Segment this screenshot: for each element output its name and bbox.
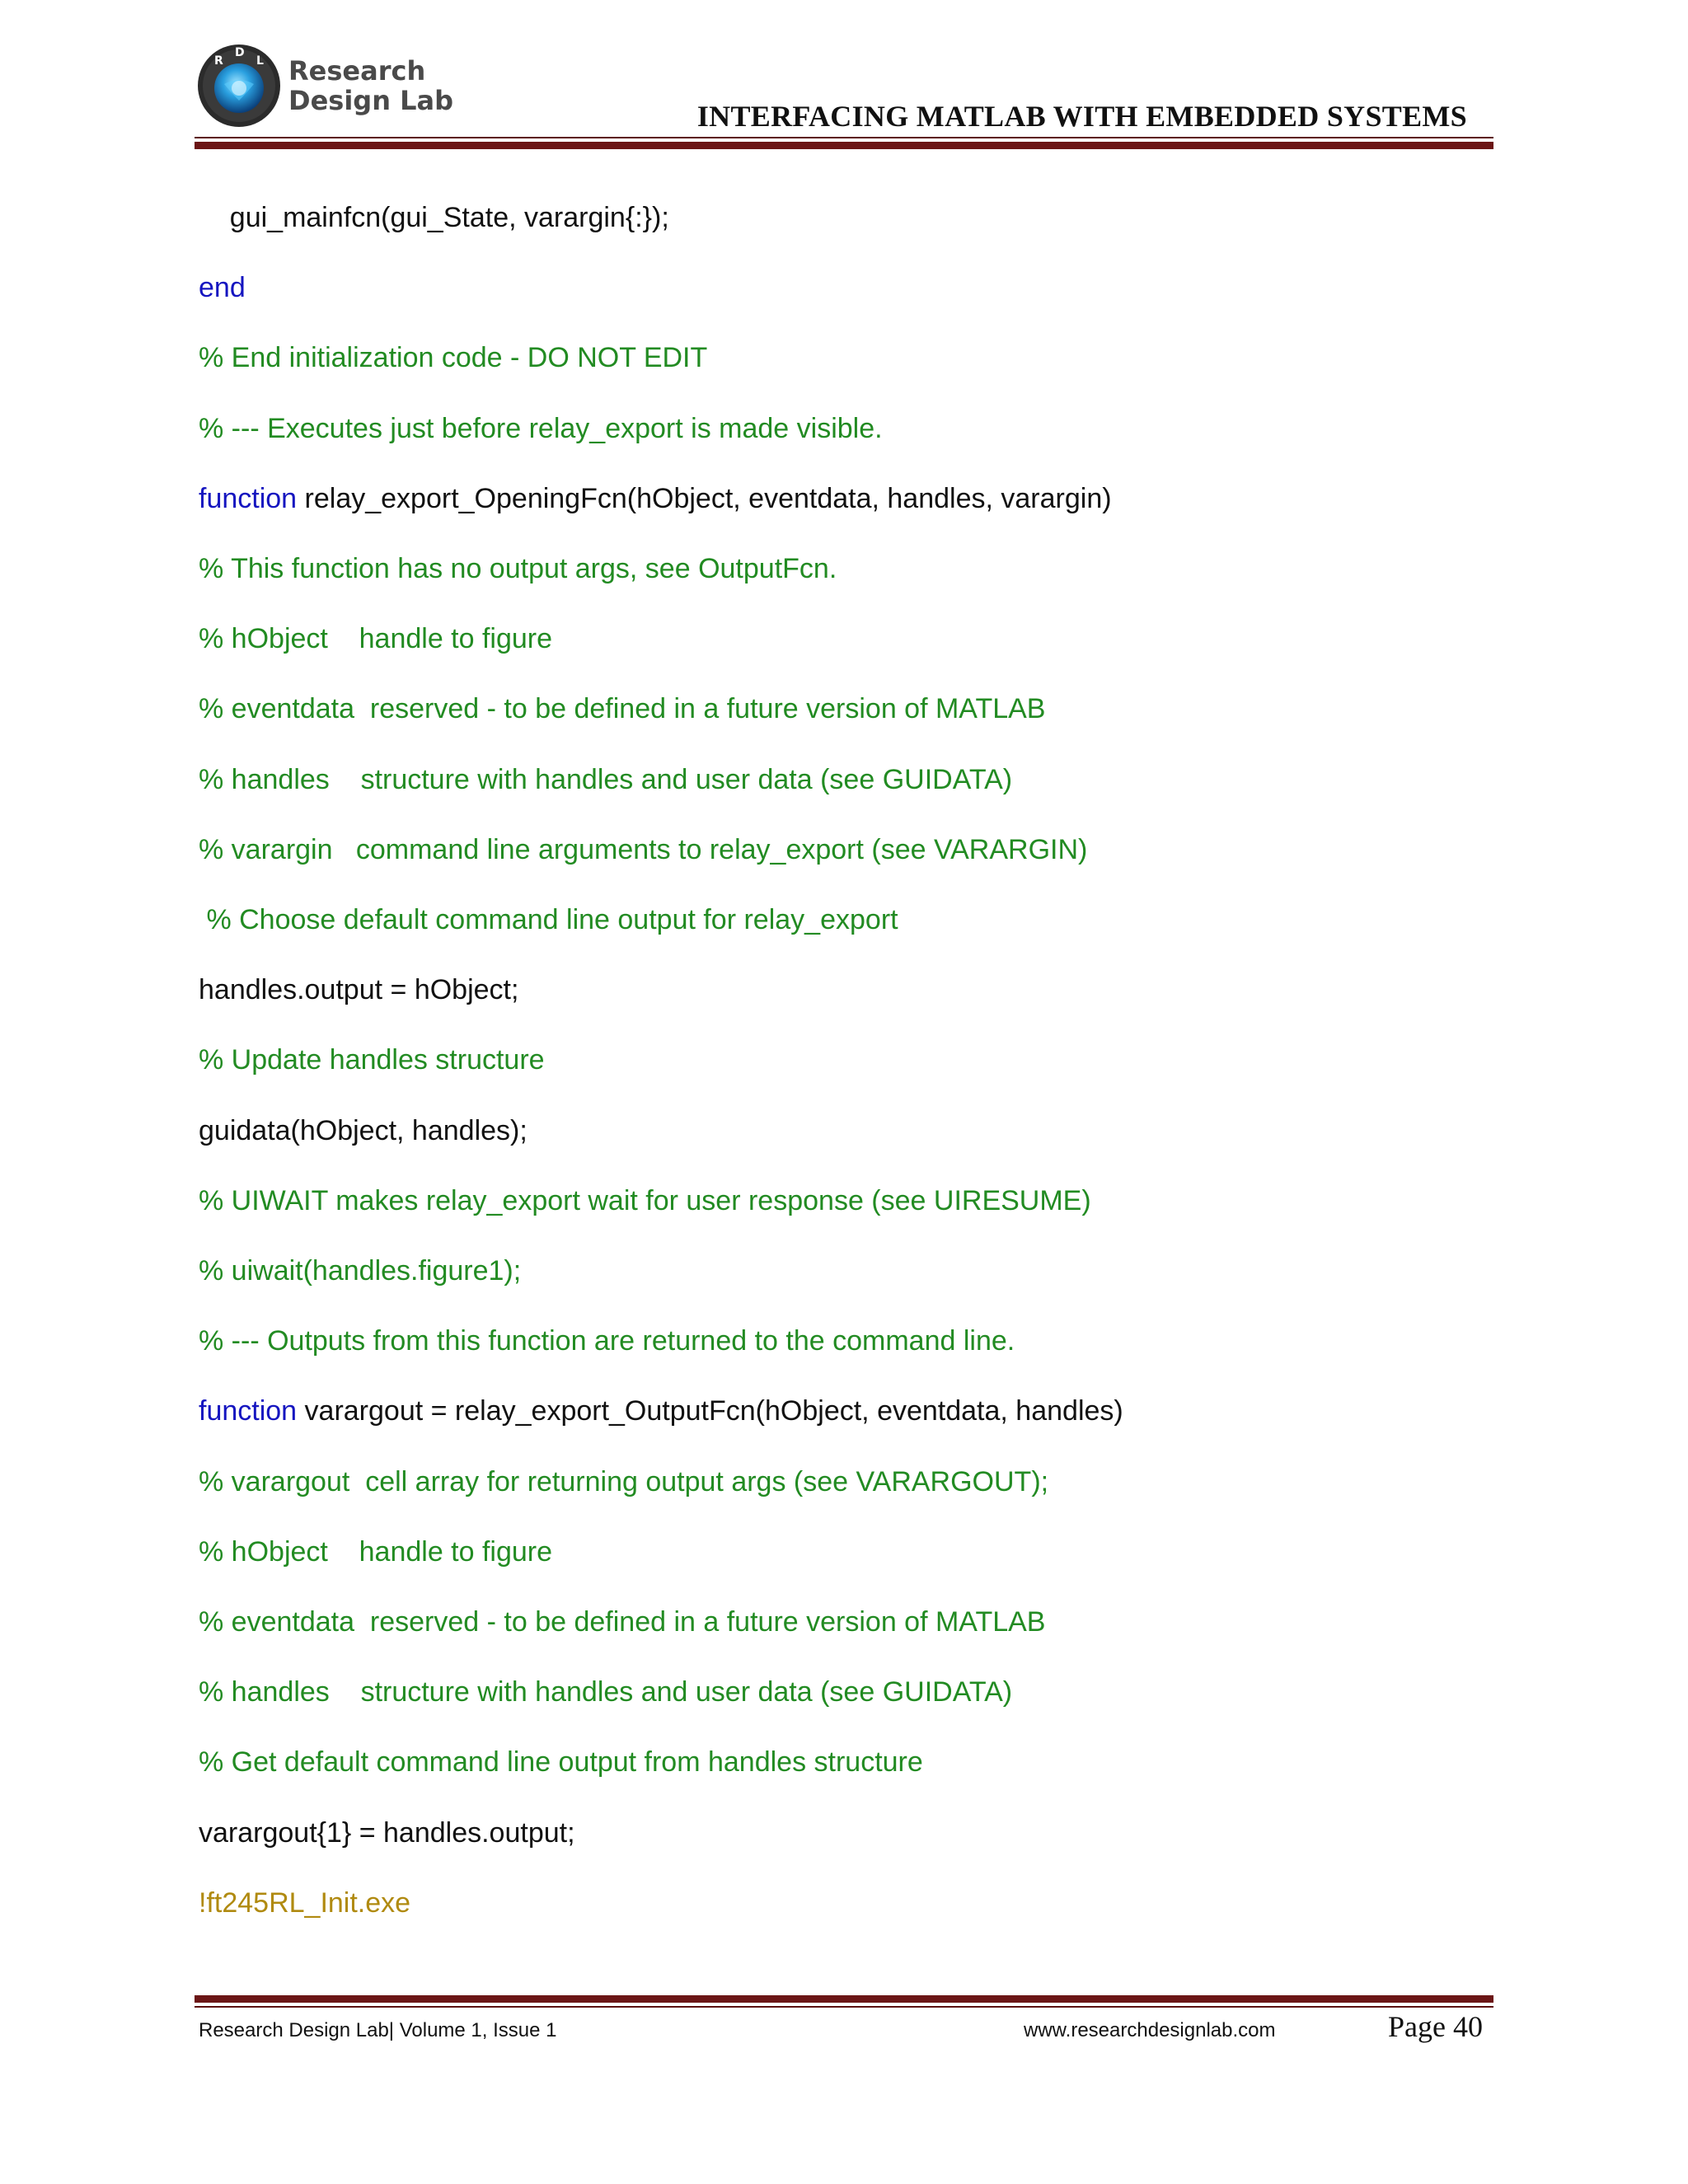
code-line: % hObject handle to figure — [199, 623, 553, 655]
code-keyword: function — [199, 1395, 298, 1427]
company-logo — [196, 41, 468, 134]
header-divider — [195, 137, 1493, 138]
logo-line: Research — [288, 55, 426, 87]
code-line: % uiwait(handles.figure1); — [199, 1255, 522, 1286]
footer-publication: Research Design Lab| Volume 1, Issue 1 — [199, 2019, 557, 2041]
footer-website-link[interactable]: www.researchdesignlab.com — [1024, 2019, 1276, 2041]
logo-ring-letter: R — [214, 54, 223, 68]
code-line: handles.output = hObject; — [199, 974, 519, 1006]
code-line: % Update handles structure — [199, 1044, 545, 1076]
code-line: % eventdata reserved - to be defined in a future version of MATLAB — [199, 693, 1046, 725]
code-line: % --- Executes just before relay_export is made visible. — [199, 412, 883, 444]
code-line: % varargout cell array for returning output args (see VARARGOUT); — [199, 1465, 1049, 1497]
rdl-logo-icon — [196, 43, 282, 129]
logo-ring-letter: L — [256, 54, 264, 68]
logo-wordmark — [288, 56, 453, 115]
code-line: % UIWAIT makes relay_export wait for user response (see UIRESUME) — [199, 1184, 1091, 1216]
code-line: gui_mainfcn(gui_State, varargin{:}); — [199, 202, 669, 233]
code-line: % varargin command line arguments to relay_export (see VARARGIN) — [199, 833, 1088, 865]
header-divider — [195, 142, 1493, 149]
code-line: % This function has no output args, see OutputFcn. — [199, 553, 837, 584]
code-line: !ft245RL_Init.exe — [199, 1886, 411, 1919]
code-line: % handles structure with handles and user data (see GUIDATA) — [199, 763, 1013, 795]
code-text: varargout = relay_export_OutputFcn(hObject, eventdata, handles) — [297, 1395, 1123, 1427]
code-line: end — [199, 272, 246, 304]
logo-ring-letter: D — [235, 46, 245, 59]
page-number: Page 40 — [1388, 2010, 1483, 2043]
document-title: INTERFACING MATLAB WITH EMBEDDED SYSTEMS — [696, 100, 1467, 133]
code-line: varargout{1} = handles.output; — [199, 1816, 575, 1849]
code-line — [199, 482, 1112, 515]
footer-divider — [195, 1995, 1493, 2003]
code-line: % hObject handle to figure — [199, 1535, 553, 1568]
logo-line: Design Lab — [288, 85, 453, 116]
code-line — [199, 1394, 1123, 1427]
code-text: relay_export_OpeningFcn(hObject, eventdata, handles, varargin) — [297, 482, 1112, 514]
code-keyword: function — [199, 482, 298, 514]
code-line: % handles structure with handles and user data (see GUIDATA) — [199, 1676, 1013, 1708]
footer-divider — [195, 2006, 1493, 2008]
code-line: guidata(hObject, handles); — [199, 1114, 528, 1146]
code-line: % eventdata reserved - to be defined in a future version of MATLAB — [199, 1606, 1046, 1638]
code-line: % --- Outputs from this function are returned to the command line. — [199, 1325, 1015, 1357]
code-line: % Get default command line output from handles structure — [199, 1746, 923, 1779]
code-line: % End initialization code - DO NOT EDIT — [199, 342, 708, 374]
code-line: % Choose default command line output for relay_export — [199, 904, 898, 935]
